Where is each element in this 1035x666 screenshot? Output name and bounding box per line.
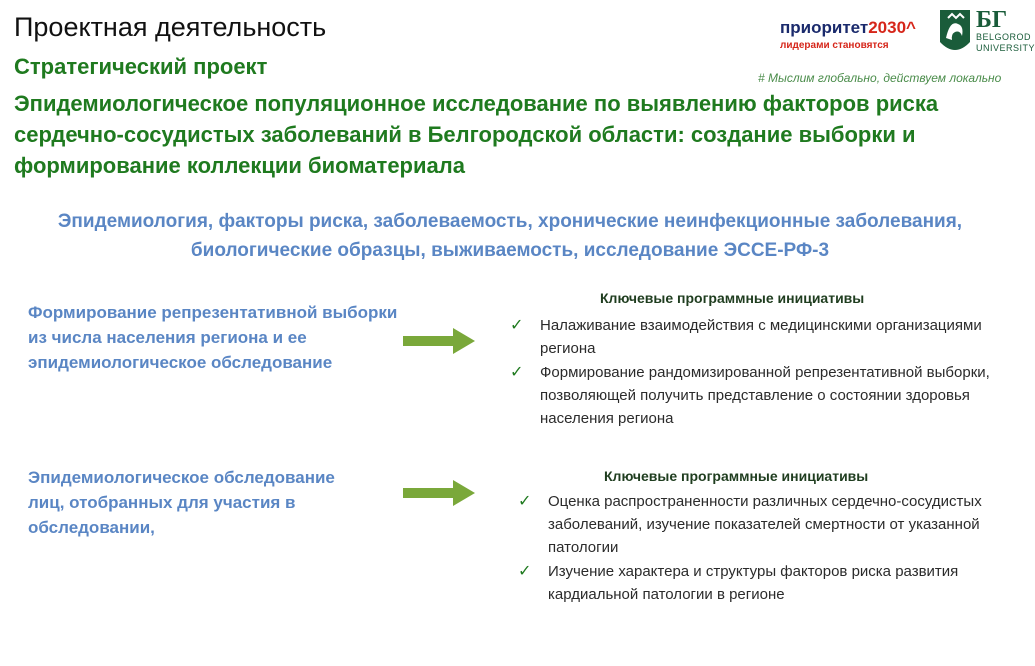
page-subtitle: Стратегический проект <box>14 54 268 79</box>
block-2-initiatives-heading: Ключевые программные инициативы <box>604 468 869 484</box>
university-emblem-icon <box>938 8 972 58</box>
university-letters: БГ <box>976 7 1008 33</box>
list-item: ✓ Оценка распространенности различных сердечно-сосудистых заболеваний, изучение показателей смертности от указанной патологии <box>518 490 988 559</box>
list-item: ✓ Налаживание взаимодействия с медицинскими организациями региона <box>510 314 998 360</box>
list-item: ✓ Изучение характера и структуры факторов риска развития кардиальной патологии в регионе <box>518 560 988 606</box>
check-icon: ✓ <box>518 563 532 580</box>
check-icon: ✓ <box>510 317 524 334</box>
priority-2030-logo <box>780 18 916 51</box>
list-item: ✓ Формирование рандомизированной репрезентативной выборки, позволяющей получить представление о состоянии здоровья населения региона <box>510 361 998 430</box>
check-icon: ✓ <box>510 364 524 381</box>
block-2-initiatives-list <box>518 490 988 607</box>
block-2-title: Эпидемиологическое обследование лиц, отобранных для участия в обследовании, <box>28 468 335 537</box>
block-1-title: Формирование репрезентативной выборки из числа населения региона и ее эпидемиологическое обследование <box>28 303 398 372</box>
university-line2: UNIVERSITY <box>976 43 1035 53</box>
motto: # Мыслим глобально, действуем локально <box>758 71 1002 85</box>
page-title: Проектная деятельность <box>14 12 327 42</box>
arrow-right-icon <box>403 328 475 354</box>
check-icon: ✓ <box>518 493 532 510</box>
keywords: Эпидемиология, факторы риска, заболеваемость, хронические неинфекционные заболевания, биологические образцы, выживаемость, исследование ЭССЕ-РФ-3 <box>57 211 963 261</box>
university-name <box>976 7 1035 54</box>
priority-2030-slogan: лидерами становятся <box>780 40 889 51</box>
block-1-initiatives-heading: Ключевые программные инициативы <box>600 290 865 306</box>
arrow-right-icon <box>403 480 475 506</box>
university-line1: BELGOROD <box>976 32 1032 42</box>
priority-2030-name: приоритет2030^ <box>780 18 916 37</box>
project-title: Эпидемиологическое популяционное исследование по выявлению факторов риска сердечно-сосудистых заболеваний в Белгородской области: создание выборки и формирование коллекции биоматериала <box>14 91 939 178</box>
block-1-initiatives-list <box>510 314 998 431</box>
